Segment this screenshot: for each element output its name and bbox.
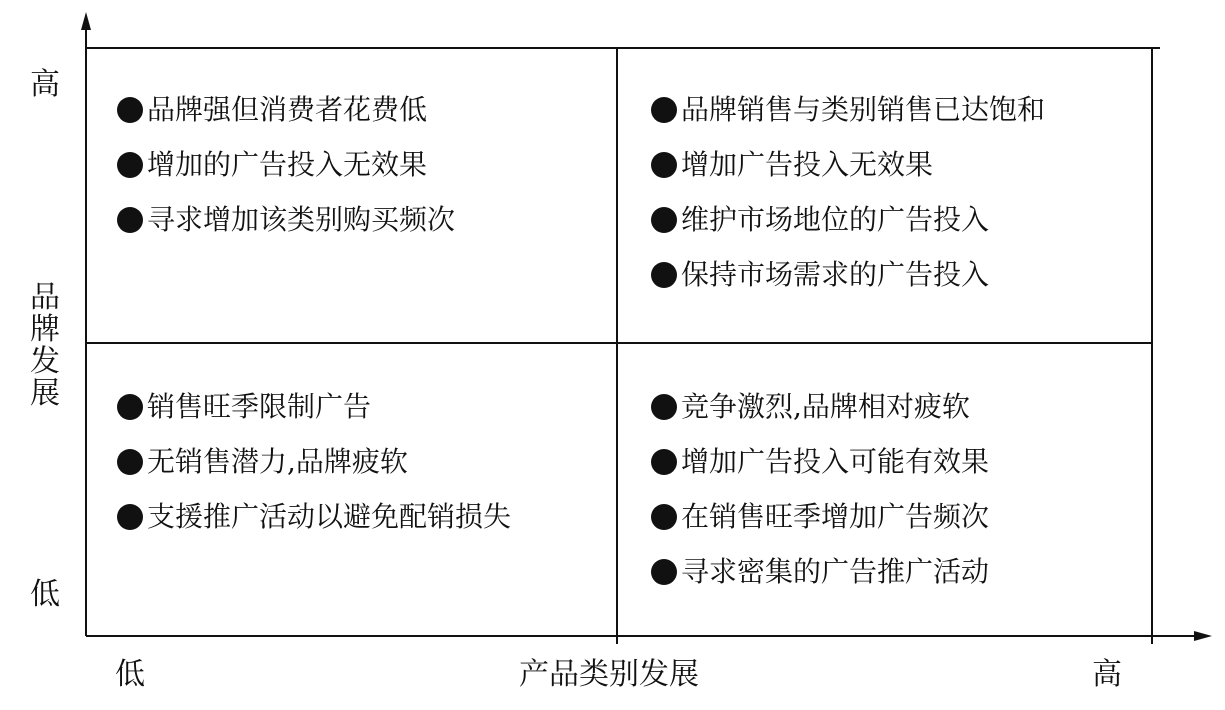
bullet-dot-icon bbox=[651, 97, 677, 123]
bullet-dot-icon bbox=[651, 559, 677, 585]
list-item bbox=[117, 202, 455, 257]
list-item-text: 品牌销售与类别销售已达饱和 bbox=[681, 93, 1046, 126]
list-item-text: 寻求增加该类别购买频次 bbox=[147, 203, 456, 236]
x-axis-arrow bbox=[1194, 631, 1212, 641]
list-item-text: 维护市场地位的广告投入 bbox=[681, 203, 990, 236]
list-item bbox=[651, 92, 1045, 147]
list-item bbox=[117, 444, 511, 499]
bullet-dot-icon bbox=[117, 207, 143, 233]
list-item bbox=[117, 147, 455, 202]
quadrant-bottom-left bbox=[117, 389, 511, 554]
list-item-text: 增加的广告投入无效果 bbox=[147, 148, 428, 181]
list-item-text: 增加广告投入无效果 bbox=[681, 148, 934, 181]
list-item bbox=[651, 499, 989, 554]
bullet-dot-icon bbox=[117, 449, 143, 475]
quadrant-top-right bbox=[651, 92, 1045, 312]
list-item-text: 无销售潜力,品牌疲软 bbox=[147, 445, 408, 478]
quadrant-bottom-right bbox=[651, 389, 989, 609]
list-item-text: 保持市场需求的广告投入 bbox=[681, 258, 990, 291]
list-item-text: 支援推广活动以避免配销损失 bbox=[147, 500, 512, 533]
list-item bbox=[117, 389, 511, 444]
quadrant-top-left bbox=[117, 92, 455, 257]
bullet-dot-icon bbox=[651, 394, 677, 420]
list-item bbox=[651, 202, 1045, 257]
bullet-dot-icon bbox=[117, 152, 143, 178]
x-axis-title: 产品类别发展 bbox=[519, 657, 699, 692]
x-axis-high-label: 高 bbox=[1092, 657, 1122, 692]
list-item bbox=[651, 554, 989, 609]
y-axis-arrow bbox=[81, 12, 91, 30]
bullet-dot-icon bbox=[117, 97, 143, 123]
x-axis-low-label: 低 bbox=[115, 657, 145, 692]
list-item-text: 竞争激烈,品牌相对疲软 bbox=[681, 390, 970, 423]
y-axis-title: 品牌发展 bbox=[30, 280, 60, 411]
list-item-text: 在销售旺季增加广告频次 bbox=[681, 500, 990, 533]
bullet-dot-icon bbox=[117, 394, 143, 420]
list-item-text: 寻求密集的广告推广活动 bbox=[681, 555, 990, 588]
list-item bbox=[651, 147, 1045, 202]
y-axis-low-label: 低 bbox=[30, 577, 60, 612]
bullet-dot-icon bbox=[651, 504, 677, 530]
bullet-dot-icon bbox=[651, 449, 677, 475]
list-item bbox=[117, 92, 455, 147]
list-item bbox=[117, 499, 511, 554]
list-item bbox=[651, 444, 989, 499]
list-item-text: 销售旺季限制广告 bbox=[147, 390, 372, 423]
bullet-dot-icon bbox=[651, 152, 677, 178]
list-item bbox=[651, 257, 1045, 312]
bullet-dot-icon bbox=[117, 504, 143, 530]
list-item-text: 品牌强但消费者花费低 bbox=[147, 93, 428, 126]
y-axis-high-label: 高 bbox=[30, 67, 60, 102]
bullet-dot-icon bbox=[651, 262, 677, 288]
list-item-text: 增加广告投入可能有效果 bbox=[681, 445, 990, 478]
list-item bbox=[651, 389, 989, 444]
bullet-dot-icon bbox=[651, 207, 677, 233]
